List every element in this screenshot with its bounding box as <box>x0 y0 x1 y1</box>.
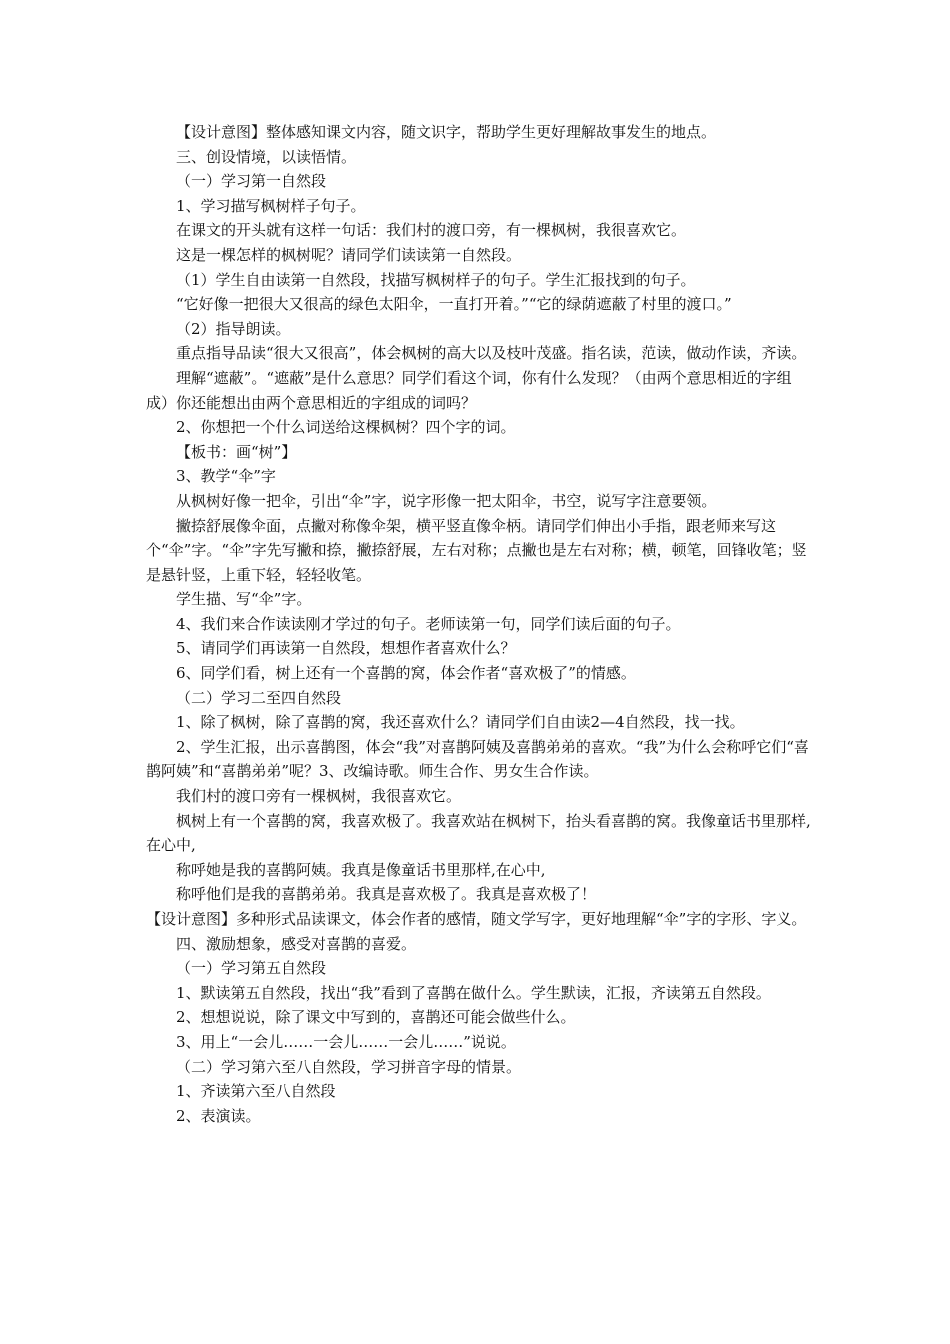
paragraph: 1、齐读第六至八自然段 <box>176 1082 336 1101</box>
design-intent-paragraph: 【设计意图】多种形式品读课文，体会作者的感情，随文学写字，更好地理解“伞”字的字形、字义。 <box>146 910 807 928</box>
paragraph: 学生描、写“伞”字。 <box>176 590 312 609</box>
paragraph: 这是一棵怎样的枫树呢？请同学们读读第一自然段。 <box>176 245 522 264</box>
document-body <box>146 120 814 1128</box>
paragraph: 1、除了枫树，除了喜鹊的窝，我还喜欢什么？请同学们自由读2—4自然段，找一找。 <box>176 713 745 732</box>
paragraph: （1）学生自由读第一自然段，找描写枫树样子的句子。学生汇报找到的句子。 <box>176 270 696 289</box>
paragraph: 撇捺舒展像伞面，点撇对称像伞架，横平竖直像伞柄。请同学们伸出小手指，跟老师来写这个“伞”字。“伞”字先写撇和捺，撇捺舒展，左右对称；点撇也是左右对称；横，顿笔，回锋收笔；竖是悬针竖，上重下轻，轻轻收笔。 <box>146 516 807 584</box>
section-heading: 四、激励想象，感受对喜鹊的喜爱。 <box>176 934 417 953</box>
paragraph: （2）指导朗读。 <box>176 319 291 338</box>
section-heading: 三、创设情境，以读悟情。 <box>176 147 357 166</box>
paragraph: 3、用上“一会儿……一会儿……一会儿……”说说。 <box>176 1032 516 1051</box>
paragraph: 从枫树好像一把伞，引出“伞”字，说字形像一把太阳伞，书空，说写字注意要领。 <box>176 491 717 510</box>
subsection-heading: （一）学习第五自然段 <box>176 959 327 978</box>
board-note: 【板书：画“树”】 <box>176 442 297 461</box>
paragraph: 重点指导品读“很大又很高”，体会枫树的高大以及枝叶茂盛。指名读，范读，做动作读，齐读。 <box>176 344 807 363</box>
paragraph: 2、想想说说，除了课文中写到的，喜鹊还可能会做些什么。 <box>176 1008 576 1027</box>
poem-line: 称呼她是我的喜鹊阿姨。我真是像童话书里那样,在心中, <box>176 860 546 879</box>
quote-paragraph: “它好像一把很大又很高的绿色太阳伞，一直打开着。”“它的绿荫遮蔽了村里的渡口。” <box>176 295 732 314</box>
paragraph: 2、你想把一个什么词送给这棵枫树？四个字的词。 <box>176 418 516 437</box>
subsection-heading: （二）学习第六至八自然段，学习拼音字母的情景。 <box>176 1057 522 1076</box>
paragraph: 2、表演读。 <box>176 1106 261 1125</box>
paragraph: 1、默读第五自然段，找出“我”看到了喜鹊在做什么。学生默读，汇报，齐读第五自然段。 <box>176 983 771 1002</box>
poem-line: 枫树上有一个喜鹊的窝，我喜欢极了。我喜欢站在枫树下，抬头看喜鹊的窝。我像童话书里那样,在心中, <box>146 811 811 855</box>
paragraph: 1、学习描写枫树样子句子。 <box>176 196 366 215</box>
paragraph: 6、同学们看，树上还有一个喜鹊的窝，体会作者“喜欢极了”的情感。 <box>176 664 636 683</box>
design-intent-paragraph: 【设计意图】整体感知课文内容，随文识字，帮助学生更好理解故事发生的地点。 <box>176 123 717 141</box>
paragraph: 在课文的开头就有这样一句话：我们村的渡口旁，有一棵枫树，我很喜欢它。 <box>176 221 687 240</box>
paragraph: 3、教学“伞”字 <box>176 467 276 486</box>
paragraph: 4、我们来合作读读刚才学过的句子。老师读第一句，同学们读后面的句子。 <box>176 614 681 633</box>
poem-line: 称呼他们是我的喜鹊弟弟。我真是喜欢极了。我真是喜欢极了！ <box>176 885 597 904</box>
subsection-heading: （二）学习二至四自然段 <box>176 688 342 707</box>
subsection-heading: （一）学习第一自然段 <box>176 172 327 191</box>
paragraph: 5、请同学们再读第一自然段，想想作者喜欢什么？ <box>176 639 516 658</box>
paragraph: 2、学生汇报，出示喜鹊图，体会“我”对喜鹊阿姨及喜鹊弟弟的喜欢。“我”为什么会称呼它们“喜鹊阿姨”和“喜鹊弟弟”呢？3、改编诗歌。师生合作、男女生合作读。 <box>146 737 809 781</box>
paragraph: 理解“遮蔽”。“遮蔽”是什么意思？同学们看这个词，你有什么发现？（由两个意思相近的字组成）你还能想出由两个意思相近的字组成的词吗？ <box>146 368 792 412</box>
poem-line: 我们村的渡口旁有一棵枫树，我很喜欢它。 <box>176 787 462 806</box>
